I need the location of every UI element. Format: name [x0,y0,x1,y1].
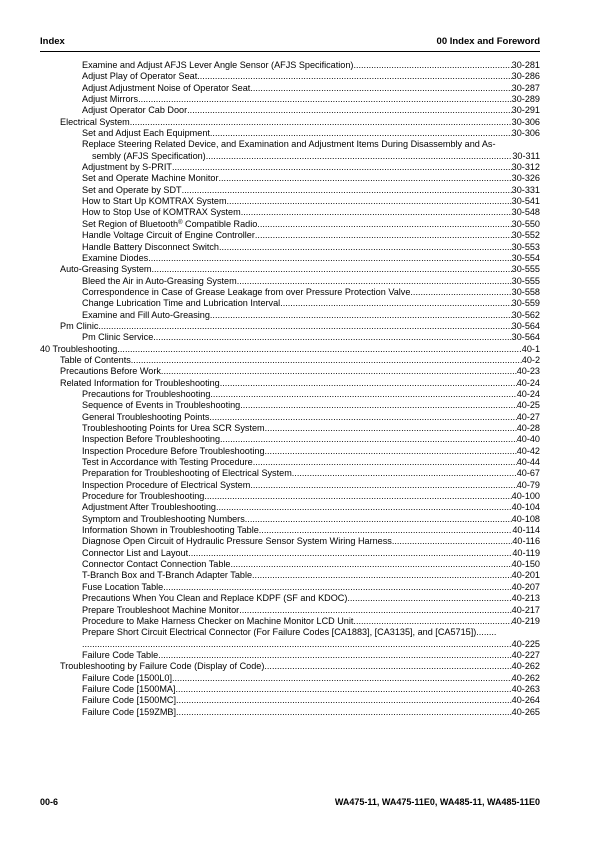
toc-entry[interactable]: Inspection Procedure of Electrical System ..... 40-79 [40,480,540,491]
table-of-contents [40,60,540,718]
page-header [40,33,540,52]
toc-entry[interactable]: Diagnose Open Circuit of Hydraulic Pressure Sensor System Wiring Harness ..... 40-116 [40,536,540,547]
toc-entry[interactable]: Symptom and Troubleshooting Numbers ..... 40-108 [40,514,540,525]
toc-entry[interactable]: Fuse Location Table ..... 40-207 [40,582,540,593]
toc-entry[interactable]: Preparation for Troubleshooting of Electrical System ..... 40-67 [40,468,540,479]
toc-entry[interactable]: Set and Operate Machine Monitor ..... 30-326 [40,173,540,184]
registered-mark: ® [178,219,183,226]
header-section-title: Index [40,36,65,47]
toc-entry[interactable]: Adjust Operator Cab Door ..... 30-291 [40,105,540,116]
model-list: WA475-11, WA475-11E0, WA485-11, WA485-11E0 [334,797,540,807]
toc-entry[interactable]: Connector Contact Connection Table ..... 40-150 [40,559,540,570]
page-number: 00-6 [40,797,59,807]
toc-entry[interactable]: Adjust Adjustment Noise of Operator Seat ..... 30-287 [40,83,540,94]
toc-entry[interactable]: Precautions for Troubleshooting ..... 40-24 [40,389,540,400]
toc-entry[interactable]: Pm Clinic ..... 30-564 [40,321,540,332]
toc-entry[interactable]: Examine Diodes ..... 30-554 [40,253,540,264]
toc-entry[interactable]: Adjust Play of Operator Seat ..... 30-286 [40,71,540,82]
toc-entry[interactable]: Failure Code Table ..... 40-227 [40,650,540,661]
toc-entry[interactable]: Connector List and Layout ..... 40-119 [40,548,540,559]
toc-entry[interactable]: How to Start Up KOMTRAX System ..... 30-541 [40,196,540,207]
toc-entry[interactable]: Adjustment by S-PRIT ..... 30-312 [40,162,540,173]
toc-chapter-entry[interactable]: 40 Troubleshooting ..... 40-1 [40,344,540,355]
toc-entry[interactable]: General Troubleshooting Points ..... 40-27 [40,412,540,423]
toc-entry[interactable]: Electrical System ..... 30-306 [40,117,540,128]
toc-entry-continuation[interactable]: ..... 40-225 [40,639,540,650]
toc-entry[interactable]: Auto-Greasing System ..... 30-555 [40,264,540,275]
header-chapter-title: 00 Index and Foreword [436,36,540,47]
toc-entry[interactable]: Handle Battery Disconnect Switch ..... 30-553 [40,242,540,253]
toc-entry-first-line[interactable]: Replace Steering Related Device, and Examination and Adjustment Items During Disassembly and As- [82,139,496,150]
toc-entry[interactable]: Set and Adjust Each Equipment ..... 30-306 [40,128,540,139]
toc-entry[interactable]: Handle Voltage Circuit of Engine Controller ..... 30-552 [40,230,540,241]
toc-entry[interactable]: Pm Clinic Service ..... 30-564 [40,332,540,343]
toc-entry[interactable]: Set Region of Bluetooth® Compatible Radio ..... 30-550 [40,219,540,230]
toc-entry[interactable]: Change Lubrication Time and Lubrication Interval ..... 30-559 [40,298,540,309]
toc-entry[interactable]: Bleed the Air in Auto-Greasing System ..... 30-555 [40,276,540,287]
toc-entry[interactable]: Precautions Before Work ..... 40-23 [40,366,540,377]
toc-entry[interactable]: Related Information for Troubleshooting ..... 40-24 [40,378,540,389]
toc-entry[interactable]: Set and Operate by SDT ..... 30-331 [40,185,540,196]
toc-entry[interactable]: Troubleshooting by Failure Code (Display of Code) ..... 40-262 [40,661,540,672]
toc-entry[interactable]: Examine and Fill Auto-Greasing ..... 30-562 [40,310,540,321]
toc-entry[interactable]: Prepare Troubleshoot Machine Monitor ..... 40-217 [40,605,540,616]
toc-entry[interactable]: How to Stop Use of KOMTRAX System ..... 30-548 [40,207,540,218]
toc-entry[interactable]: Sequence of Events in Troubleshooting ..... 40-25 [40,400,540,411]
toc-entry-first-line[interactable]: Prepare Short Circuit Electrical Connector (For Failure Codes [CA1883], [CA3135], and [CA5715])........ [82,627,497,638]
toc-entry[interactable]: Precautions When You Clean and Replace KDPF (SF and KDOC) ..... 40-213 [40,593,540,604]
toc-entry-continuation[interactable]: sembly (AFJS Specification) ..... 30-311 [40,151,540,162]
toc-entry[interactable]: Inspection Before Troubleshooting ..... 40-40 [40,434,540,445]
toc-entry[interactable]: Procedure to Make Harness Checker on Machine Monitor LCD Unit ..... 40-219 [40,616,540,627]
toc-entry[interactable]: Failure Code [159ZMB] ..... 40-265 [40,707,540,718]
toc-entry[interactable]: Test in Accordance with Testing Procedure ..... 40-44 [40,457,540,468]
toc-entry[interactable]: Troubleshooting Points for Urea SCR System ..... 40-28 [40,423,540,434]
toc-entry[interactable]: Adjustment After Troubleshooting ..... 40-104 [40,502,540,513]
toc-entry[interactable]: Examine and Adjust AFJS Lever Angle Sensor (AFJS Specification) ..... 30-281 [40,60,540,71]
toc-entry[interactable]: Failure Code [1500MC] ..... 40-264 [40,695,540,706]
toc-entry[interactable]: Failure Code [1500L0] ..... 40-262 [40,673,540,684]
toc-entry[interactable]: T-Branch Box and T-Branch Adapter Table ..... 40-201 [40,570,540,581]
toc-entry[interactable]: Inspection Procedure Before Troubleshooting ..... 40-42 [40,446,540,457]
toc-entry[interactable]: Adjust Mirrors ..... 30-289 [40,94,540,105]
toc-entry[interactable]: Failure Code [1500MA] ..... 40-263 [40,684,540,695]
toc-entry[interactable]: Procedure for Troubleshooting ..... 40-100 [40,491,540,502]
toc-entry[interactable]: Information Shown in Troubleshooting Table ..... 40-114 [40,525,540,536]
toc-entry[interactable]: Correspondence in Case of Grease Leakage from over Pressure Protection Valve ..... 30-558 [40,287,540,298]
toc-entry[interactable]: Table of Contents ..... 40-2 [40,355,540,366]
